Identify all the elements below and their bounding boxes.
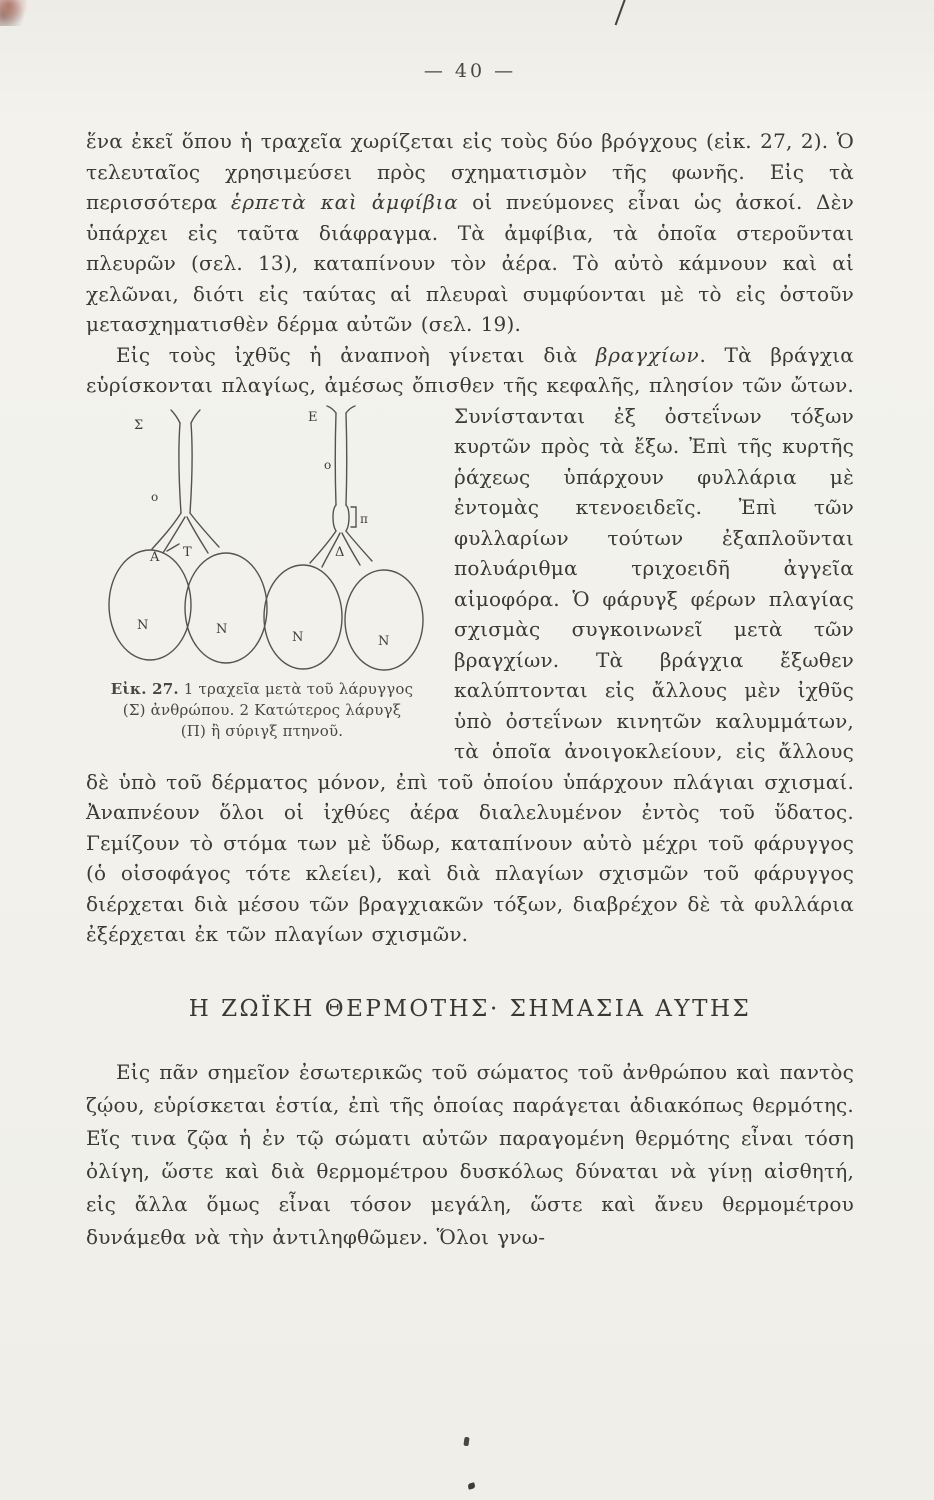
figure-caption bbox=[86, 679, 438, 742]
label-tau: Τ bbox=[183, 544, 192, 560]
text-run-italic: βραγχίων bbox=[595, 342, 700, 367]
syrinx-bulge bbox=[346, 505, 349, 531]
figure-caption-line: (Π) ἢ σύριγξ πτηνοῦ. bbox=[180, 721, 344, 740]
label-alpha: Α bbox=[150, 549, 160, 565]
bronchus-outline bbox=[346, 531, 372, 561]
label-omicron: ο bbox=[151, 489, 159, 504]
label-nu: Ν bbox=[216, 621, 228, 637]
human-trachea-diagram bbox=[109, 410, 267, 663]
larynx-flare bbox=[171, 410, 180, 423]
figure-caption-line bbox=[86, 679, 438, 700]
fork-mark bbox=[167, 544, 179, 551]
label-sigma: Σ bbox=[134, 417, 144, 433]
syrinx-bulge bbox=[333, 505, 336, 531]
paragraph-bronchi-lungs bbox=[86, 126, 854, 340]
label-epsilon: Ε bbox=[308, 409, 318, 425]
label-pi: π bbox=[360, 511, 369, 526]
trachea-wall bbox=[335, 413, 336, 505]
syrinx-bracket bbox=[351, 507, 356, 527]
label-delta: Δ bbox=[335, 544, 345, 560]
label-omicron: ο bbox=[324, 457, 332, 472]
lung-sac bbox=[109, 550, 191, 660]
text-run: Εἰς τοὺς ἰχθῦς ἡ ἀναπνοὴ γίνεται διὰ bbox=[116, 342, 596, 367]
paragraph-fish-gills bbox=[86, 340, 854, 950]
paragraph-animal-heat: Εἰς πᾶν σημεῖον ἐσωτερικῶς τοῦ σώματος τοῦ ἀνθρώπου καὶ παντὸς ζῴου, εὑρίσκεται ἑστία, ἐπὶ τῆς ὁποίας παράγεται ἀδιακόπως θερμότης. Εἴς τινα ζῷα ἡ ἐν τῷ σώματι αὐτῶν παραγομένη θερμότης εἶναι τόση ὀλίγη, ὥστε καὶ διὰ θερμομέτρου δυσκόλως δύναται νὰ γίνῃ αἰσθητή, εἰς ἄλλα ὅμως εἶναι τόσον μεγάλη, ὥστε καὶ ἄνευ θερμομέτρου δυνάμεθα νὰ τὴν ἀντιληφθῶμεν. Ὅλοι γνω- bbox=[86, 1059, 854, 1249]
trachea-wall bbox=[179, 423, 181, 513]
larynx-flare bbox=[346, 406, 355, 413]
text-run: 1 τραχεῖα μετὰ τοῦ λάρυγγος bbox=[183, 679, 414, 698]
section-animal-heat bbox=[86, 996, 854, 1254]
lung-sac bbox=[185, 553, 267, 663]
lung-sac bbox=[345, 570, 423, 670]
trachea-wall bbox=[346, 413, 347, 505]
label-nu: Ν bbox=[378, 633, 390, 649]
text-run: . Τὰ βράγχια εὑρίσκονται πλαγίως, ἀμέσως ὄπισθεν τῆς κεφαλῆς, πλησίον τῶν bbox=[86, 342, 854, 397]
figure-caption-line: (Σ) ἀνθρώπου. 2 Κατώτερος λάρυγξ bbox=[122, 700, 402, 719]
text-run: ἕνα ἐκεῖ ὅπου ἡ τραχεῖα χωρίζεται εἰς τοὺς δύο βρόγχους (εἰκ. 27, 2). Ὁ τελευταῖος χρησιμεύσει πρὸς σχηματισμὸν τῆς φωνῆς. Εἰς τὰ περισσότερα bbox=[86, 129, 854, 214]
section-heading: Η ΖΩΪΚΗ ΘΕΡΜΟΤΗΣ· ΣΗΜΑΣΙΑ ΑΥΤΗΣ bbox=[188, 995, 752, 1022]
figure-27-illustration bbox=[88, 405, 436, 673]
text-run: ὤτων. Συνίστανται ἐξ ὀστεΐνων τόξων κυρτῶν πρὸς τὰ ἔξω. Ἐπὶ τῆς κυρτῆς ῥάχεως ὑπάρχουν φυλλάρια μὲ ἐντομὰς κτενοειδεῖς. Ἐπὶ τῶν φυλλαρίων τούτων ἐξαπλοῦνται πολυάριθμα τριχοειδῆ ἀγγεῖα αἱμοφόρα. Ὁ φάρυγξ φέρων πλαγίας σχισμὰς συγκοινωνεῖ μετὰ τῶν βραγχίων. Τὰ βράγχια ἔξωθεν καλύπτονται εἰς ἄλλους μὲν ἰχθῦς ὑπὸ ὀστεΐνων κινητῶν καλυμμάτων, τὰ ὁποῖα ἀνοιγοκλείουν, εἰς ἄλλους δὲ ὑπὸ τοῦ δέρματος μόνον, ἐπὶ τοῦ ὁποίου ὑπάρχουν πλάγιαι σχισμαί. Ἀναπνέουν ὅλοι οἱ ἰχθύες ἀέρα διαλελυμένον ἐντὸς τοῦ ὕδατος. Γεμίζουν τὸ στόμα των μὲ ὕδωρ, καταπίνουν αὐτὸ μέχρι τοῦ φάρυγγος (ὁ οἰσοφάγος τότε κλείει), καὶ διὰ πλαγίων σχισμῶν τοῦ φάρυγγος διέρχεται διὰ μέσου τῶν βραγχιακῶν τόξων, διαβρέχον δὲ τὰ φυλλάρια ἐξέρχεται ἐκ τῶν πλαγίων σχισμῶν. bbox=[86, 373, 854, 946]
larynx-flare bbox=[191, 410, 200, 423]
trachea-wall bbox=[190, 423, 192, 513]
text-run: οἱ πνεύμονες εἶναι ὡς ἀσκοί. Δὲν ὑπάρχει εἰς ταῦτα διάφραγμα. Τὰ ἀμφίβια, τὰ ὁποῖα στεροῦνται πλευρῶν (σελ. 13), καταπίνουν τὸν ἀέρα. Τὸ αὐτὸ κάμνουν καὶ αἱ χελῶναι, διότι εἰς ταύτας αἱ πλευραὶ συμφύονται μὲ τὸ εἰς ὀστοῦν μετασχηματισθὲν δέρμα αὐτῶν (σελ. 19). bbox=[86, 190, 854, 336]
label-nu: Ν bbox=[137, 617, 149, 633]
text-run-italic: ἑρπετὰ καὶ ἀμφίβια bbox=[230, 190, 459, 214]
larynx-flare bbox=[327, 406, 336, 413]
lung-sac bbox=[264, 565, 342, 669]
figure-27 bbox=[86, 405, 438, 742]
bird-syrinx-diagram bbox=[264, 406, 423, 670]
figure-number: Εἰκ. 27. bbox=[110, 679, 179, 698]
page-number: — 40 — bbox=[423, 60, 517, 82]
label-nu: Ν bbox=[292, 629, 304, 645]
